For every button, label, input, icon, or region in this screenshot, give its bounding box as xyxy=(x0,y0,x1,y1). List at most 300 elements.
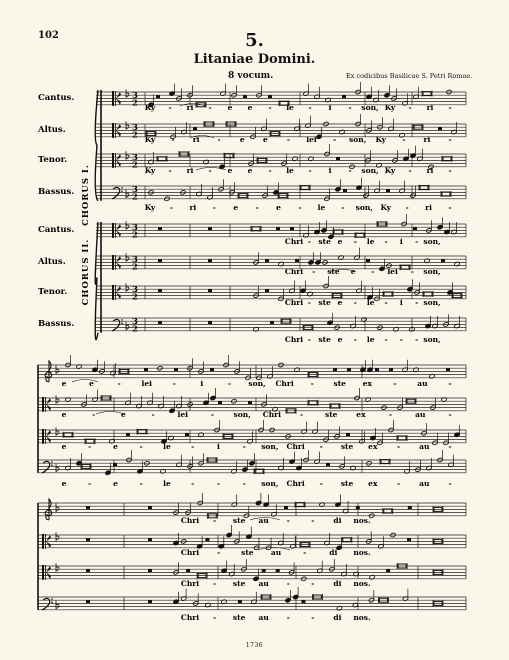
lyric-syllable: - xyxy=(448,410,452,419)
lyric-syllable: i xyxy=(328,166,332,175)
rest-icon xyxy=(86,538,90,541)
c-clef-icon xyxy=(45,565,46,580)
time-signature: 2 xyxy=(132,262,138,273)
lyric-syllable: au xyxy=(258,613,269,622)
lyric-syllable: - xyxy=(88,479,92,488)
lyric-syllable: - xyxy=(168,103,172,112)
lyric-syllable: ste xyxy=(340,442,354,451)
lyric-syllable: - xyxy=(151,410,155,419)
rest-icon xyxy=(356,506,360,509)
lyric-syllable: ste xyxy=(324,410,338,419)
lyric-syllable: Chri xyxy=(180,548,200,557)
lyric-syllable: - xyxy=(213,613,217,622)
lyric-syllable: e xyxy=(276,203,281,212)
lyric-syllable: - xyxy=(217,135,221,144)
lyric-syllable: e xyxy=(262,135,268,144)
c-clef-icon xyxy=(42,534,44,549)
lyric-syllable: - xyxy=(217,548,221,557)
lyric-syllable: ex xyxy=(368,442,378,451)
lyric-syllable: i xyxy=(200,379,204,388)
lyric-syllable: ste xyxy=(327,267,340,276)
rest-icon xyxy=(389,368,393,371)
rest-icon xyxy=(276,569,280,572)
rest-icon xyxy=(336,157,340,160)
rest-icon xyxy=(375,368,379,371)
rest-icon xyxy=(248,401,252,404)
lyric-syllable: - xyxy=(396,442,401,451)
time-signature: 3 xyxy=(132,222,138,233)
lyric-syllable: lei xyxy=(177,410,189,419)
lyric-syllable: - xyxy=(408,166,412,175)
rest-icon xyxy=(86,569,90,572)
lyric-syllable: - xyxy=(312,267,316,276)
lyric-syllable: - xyxy=(286,613,290,622)
rest-icon xyxy=(438,127,442,130)
lyric-syllable: - xyxy=(393,379,397,388)
c-clef-icon xyxy=(112,91,114,106)
lyric-syllable: e xyxy=(227,103,233,112)
page-number: 102 xyxy=(38,30,59,41)
lyric-syllable: - xyxy=(319,479,323,488)
lyric-syllable: - xyxy=(415,237,419,246)
voice-label: Cantus. xyxy=(38,225,75,235)
lyric-syllable: - xyxy=(171,135,175,144)
time-signature: 3 xyxy=(132,152,138,163)
lyric-syllable: le xyxy=(286,166,294,175)
rest-icon xyxy=(343,189,347,192)
flat-icon xyxy=(126,253,129,261)
lyric-syllable: Ky xyxy=(144,203,156,212)
lyric-syllable: ste xyxy=(241,548,254,557)
lyric-syllable: - xyxy=(415,298,419,307)
lyric-syllable: Ky xyxy=(144,166,156,175)
lyric-syllable: - xyxy=(402,135,406,144)
lyric-syllable: - xyxy=(208,103,212,112)
chorus-label: CHORUS II. xyxy=(81,238,91,306)
lyric-syllable: ste xyxy=(232,516,246,525)
f-clef-icon xyxy=(121,322,123,324)
rest-icon xyxy=(386,189,390,192)
lyric-syllable: - xyxy=(242,479,246,488)
lyric-syllable: ex xyxy=(362,379,372,388)
lyric-syllable: - xyxy=(139,442,143,451)
rest-icon xyxy=(86,600,90,603)
lyric-syllable: nos. xyxy=(353,548,371,557)
flat-icon xyxy=(56,532,59,540)
lyric-syllable: lei xyxy=(306,135,317,144)
rest-icon xyxy=(270,321,274,324)
rest-icon xyxy=(218,401,222,404)
flat-icon xyxy=(126,283,129,291)
lyric-syllable: - xyxy=(396,479,401,488)
rest-icon xyxy=(186,569,190,572)
lyric-syllable: e xyxy=(61,442,67,451)
flat-icon xyxy=(56,464,59,472)
rest-icon xyxy=(208,321,212,324)
c-clef-icon xyxy=(42,565,44,580)
rest-icon xyxy=(158,227,162,230)
rest-icon xyxy=(210,368,214,371)
lyric-syllable: le xyxy=(286,103,294,112)
c-clef-icon xyxy=(115,255,116,270)
lyric-syllable: au xyxy=(417,379,428,388)
voice-label: Cantus. xyxy=(38,93,75,103)
lyric-syllable: e xyxy=(247,103,253,112)
lyric-syllable: Chri xyxy=(286,442,305,451)
lyric-syllable: le xyxy=(163,479,171,488)
lyric-syllable: ri xyxy=(426,103,434,112)
lyric-syllable: au xyxy=(258,516,269,525)
rest-icon xyxy=(208,289,212,292)
time-signature: 2 xyxy=(132,98,138,109)
lyric-syllable: - xyxy=(286,516,290,525)
lyric-syllable: - xyxy=(191,442,195,451)
lyric-syllable: Chri xyxy=(275,379,294,388)
c-clef-icon xyxy=(112,255,114,270)
lyric-syllable: lei xyxy=(387,267,398,276)
lyric-syllable: ex xyxy=(368,479,378,488)
piece-title: Litaniae Domini. xyxy=(193,52,316,67)
f-clef-icon xyxy=(51,461,53,463)
lyric-syllable: nos. xyxy=(353,516,371,525)
rest-icon xyxy=(326,463,330,466)
rest-icon xyxy=(86,506,90,509)
lyric-syllable: ex xyxy=(356,410,366,419)
lyric-syllable: au xyxy=(419,442,430,451)
lyric-syllable: son, xyxy=(355,203,373,212)
lyric-syllable: - xyxy=(448,379,452,388)
rest-icon xyxy=(346,433,350,436)
lyric-syllable: - xyxy=(212,203,216,212)
lyric-syllable: ste xyxy=(232,613,246,622)
lyric-syllable: - xyxy=(298,203,302,212)
rest-icon xyxy=(301,600,305,603)
rest-icon xyxy=(446,368,450,371)
lyric-syllable: - xyxy=(92,410,96,419)
lyric-syllable: i xyxy=(216,442,220,451)
flat-icon xyxy=(126,151,129,159)
lyric-syllable: - xyxy=(371,267,375,276)
lyric-syllable: ste xyxy=(318,237,331,246)
f-clef-icon xyxy=(121,187,123,189)
flat-icon xyxy=(126,322,129,330)
lyric-syllable: au xyxy=(419,479,430,488)
rest-icon xyxy=(144,368,148,371)
time-signature: 3 xyxy=(132,316,138,327)
rest-icon xyxy=(386,569,390,572)
c-clef-icon xyxy=(115,123,116,138)
time-signature: 2 xyxy=(132,130,138,141)
lyric-syllable: e xyxy=(89,379,94,388)
voices-note: 8 vocum. xyxy=(228,71,274,81)
lyric-syllable: Chri xyxy=(286,479,305,488)
rest-icon xyxy=(347,368,351,371)
lyric-syllable: son, xyxy=(423,237,441,246)
lyric-syllable: le xyxy=(366,335,375,344)
rest-icon xyxy=(441,259,445,262)
lyric-syllable: - xyxy=(307,335,311,344)
rest-icon xyxy=(243,95,247,98)
lyric-syllable: - xyxy=(268,166,272,175)
rest-icon xyxy=(262,569,266,572)
lyric-syllable: ste xyxy=(232,579,246,588)
flat-icon xyxy=(126,190,129,198)
rest-icon xyxy=(113,463,117,466)
time-signature: 3 xyxy=(132,254,138,265)
c-clef-icon xyxy=(115,91,116,106)
lyric-syllable: Ky xyxy=(380,203,391,212)
choir-brace xyxy=(95,222,98,340)
choir-brace xyxy=(95,90,98,201)
rest-icon xyxy=(208,227,212,230)
c-clef-icon xyxy=(112,123,114,138)
voice-label: Tenor. xyxy=(38,155,68,165)
flat-icon xyxy=(56,395,59,403)
lyric-syllable: e xyxy=(113,479,118,488)
lyric-syllable: son, xyxy=(248,379,266,388)
lyric-syllable: - xyxy=(242,442,246,451)
lyric-syllable: - xyxy=(299,410,304,419)
lyric-syllable: e xyxy=(337,335,343,344)
c-clef-icon xyxy=(45,429,46,444)
lyric-syllable: ri xyxy=(186,166,194,175)
lyric-syllable: ri xyxy=(425,203,432,212)
lyric-syllable: - xyxy=(353,335,357,344)
f-clef-icon xyxy=(121,319,123,321)
voice-label: Altus. xyxy=(38,125,66,135)
f-clef-icon xyxy=(121,190,123,192)
rest-icon xyxy=(276,227,280,230)
lyric-syllable: - xyxy=(216,479,220,488)
lyric-syllable: e xyxy=(239,135,245,144)
source-note: Ex codicibus Basilicae S. Petri Romae. xyxy=(346,72,473,80)
rest-icon xyxy=(268,95,272,98)
rest-icon xyxy=(158,259,162,262)
lyric-syllable: - xyxy=(255,203,259,212)
lyric-syllable: son, xyxy=(233,410,251,419)
lyric-syllable: Ky xyxy=(144,103,156,112)
flat-icon xyxy=(126,221,129,229)
lyric-syllable: nos. xyxy=(353,579,371,588)
lyric-syllable: - xyxy=(399,335,403,344)
lyric-syllable: - xyxy=(308,166,312,175)
lyric-syllable: - xyxy=(389,410,393,419)
lyric-syllable: e xyxy=(61,379,67,388)
lyric-syllable: son, xyxy=(361,103,379,112)
lyric-syllable: son, xyxy=(261,442,279,451)
lyric-syllable: - xyxy=(448,166,452,175)
lyric-syllable: di xyxy=(333,613,342,622)
time-signature: 3 xyxy=(132,184,138,195)
rest-icon xyxy=(407,538,411,541)
lyric-syllable: i xyxy=(399,298,403,307)
lyric-syllable: ri xyxy=(192,135,200,144)
lyric-syllable: Chri xyxy=(262,410,281,419)
lyric-syllable: i xyxy=(328,103,332,112)
lyric-syllable: - xyxy=(448,479,452,488)
time-signature: 2 xyxy=(132,230,138,241)
time-signature: 3 xyxy=(132,284,138,295)
lyric-syllable: - xyxy=(410,267,414,276)
lyric-syllable: Chri xyxy=(284,335,304,344)
lyric-syllable: - xyxy=(353,237,357,246)
c-clef-icon xyxy=(115,285,116,300)
lyric-syllable: son, xyxy=(423,267,441,276)
f-clef-icon xyxy=(51,464,53,466)
lyric-syllable: - xyxy=(348,103,352,112)
lyric-syllable: nos. xyxy=(353,613,371,622)
lyric-syllable: ste xyxy=(340,479,354,488)
chorus-label: CHORUS I. xyxy=(81,164,91,226)
rest-icon xyxy=(208,259,212,262)
lyric-syllable: - xyxy=(448,442,452,451)
lyric-syllable: - xyxy=(408,103,412,112)
c-clef-icon xyxy=(45,397,46,412)
lyric-syllable: - xyxy=(210,410,215,419)
rest-icon xyxy=(193,127,197,130)
rest-icon xyxy=(148,600,152,603)
voice-label: Bassus. xyxy=(38,319,75,329)
lyric-syllable: - xyxy=(405,203,409,212)
rest-icon xyxy=(284,506,288,509)
lyric-syllable: - xyxy=(308,103,312,112)
lyric-syllable: Chri xyxy=(180,613,200,622)
rest-icon xyxy=(126,433,130,436)
lyric-syllable: di xyxy=(333,579,342,588)
c-clef-icon xyxy=(115,153,116,168)
time-signature: 3 xyxy=(132,90,138,101)
lyric-syllable: e xyxy=(337,237,343,246)
lyric-syllable: - xyxy=(172,379,176,388)
c-clef-icon xyxy=(112,153,114,168)
lyric-syllable: ste xyxy=(333,379,346,388)
lyric-syllable: - xyxy=(213,516,217,525)
lyric-syllable: - xyxy=(310,379,314,388)
rest-icon xyxy=(148,538,152,541)
lyric-syllable: e xyxy=(61,479,67,488)
lyric-syllable: au xyxy=(415,410,426,419)
lyric-syllable: - xyxy=(448,135,452,144)
lyric-syllable: e xyxy=(337,298,343,307)
flat-icon xyxy=(56,563,59,571)
time-signature: 3 xyxy=(132,122,138,133)
time-signature: 2 xyxy=(132,192,138,203)
lyric-syllable: son, xyxy=(349,135,367,144)
lyric-syllable: - xyxy=(286,579,290,588)
lyric-syllable: - xyxy=(168,166,172,175)
lyric-syllable: ri xyxy=(189,203,197,212)
lyric-syllable: e xyxy=(61,410,67,419)
lyric-syllable: Chri xyxy=(284,237,304,246)
rest-icon xyxy=(238,600,242,603)
lyric-syllable: lei xyxy=(141,379,152,388)
slur xyxy=(96,412,124,415)
rest-icon xyxy=(366,259,370,262)
rest-icon xyxy=(265,259,269,262)
lyric-syllable: - xyxy=(448,203,452,212)
lyric-syllable: e xyxy=(233,203,239,212)
lyric-syllable: Ky xyxy=(384,166,396,175)
lyric-syllable: - xyxy=(384,298,388,307)
lyric-syllable: ri xyxy=(186,103,194,112)
rest-icon xyxy=(158,321,162,324)
rest-icon xyxy=(148,506,152,509)
lyric-syllable: - xyxy=(311,613,315,622)
lyric-syllable: le xyxy=(163,442,171,451)
lyric-syllable: Ky xyxy=(384,103,396,112)
lyric-syllable: ste xyxy=(318,335,331,344)
lyric-syllable: e xyxy=(247,166,253,175)
rest-icon xyxy=(174,368,178,371)
time-signature: 2 xyxy=(132,324,138,335)
lyric-syllable: - xyxy=(384,335,388,344)
voice-label: Bassus. xyxy=(38,187,75,197)
lyric-syllable: ste xyxy=(318,298,331,307)
flat-icon xyxy=(126,89,129,97)
lyric-syllable: - xyxy=(415,335,419,344)
lyric-syllable: le xyxy=(366,237,375,246)
lyric-syllable: au xyxy=(270,548,282,557)
c-clef-icon xyxy=(112,285,114,300)
rest-icon xyxy=(290,227,294,230)
rest-icon xyxy=(408,506,412,509)
lyric-syllable: Ky xyxy=(375,135,387,144)
rest-icon xyxy=(333,368,337,371)
lyric-syllable: Chri xyxy=(180,516,200,525)
lyric-syllable: di xyxy=(333,516,342,525)
c-clef-icon xyxy=(45,534,46,549)
time-signature: 2 xyxy=(132,292,138,303)
voice-label: Altus. xyxy=(38,257,66,267)
lyric-syllable: Ky xyxy=(144,135,156,144)
lyric-syllable: - xyxy=(341,203,345,212)
flat-icon xyxy=(126,121,129,129)
lyric-syllable: - xyxy=(319,442,323,451)
lyric-syllable: e xyxy=(350,267,356,276)
lyric-syllable: - xyxy=(348,166,352,175)
lyric-syllable: e xyxy=(113,442,118,451)
lyric-syllable: au xyxy=(258,579,269,588)
c-clef-icon xyxy=(112,223,114,238)
time-signature: 2 xyxy=(132,160,138,171)
c-clef-icon xyxy=(42,429,44,444)
rest-icon xyxy=(156,95,160,98)
rest-icon xyxy=(295,259,299,262)
lyric-syllable: Chri xyxy=(284,298,304,307)
piece-number: 5. xyxy=(245,30,264,51)
lyric-syllable: le xyxy=(366,298,375,307)
lyric-syllable: Chri xyxy=(284,267,304,276)
voice-label: Tenor. xyxy=(38,287,68,297)
flat-icon xyxy=(56,503,59,511)
lyric-syllable: di xyxy=(329,548,338,557)
rest-icon xyxy=(265,289,269,292)
lyric-syllable: - xyxy=(191,479,195,488)
lyric-syllable: - xyxy=(311,516,315,525)
c-clef-icon xyxy=(115,223,116,238)
rest-icon xyxy=(342,95,346,98)
lyric-syllable: - xyxy=(333,135,337,144)
lyric-syllable: - xyxy=(213,579,217,588)
lyric-syllable: son, xyxy=(361,166,379,175)
lyric-syllable: - xyxy=(311,579,315,588)
f-clef-icon xyxy=(51,598,53,600)
lyric-syllable: - xyxy=(307,237,311,246)
rest-icon xyxy=(148,569,152,572)
lyric-syllable: son, xyxy=(423,298,441,307)
lyric-syllable: - xyxy=(117,379,121,388)
lyric-syllable: i xyxy=(399,237,403,246)
